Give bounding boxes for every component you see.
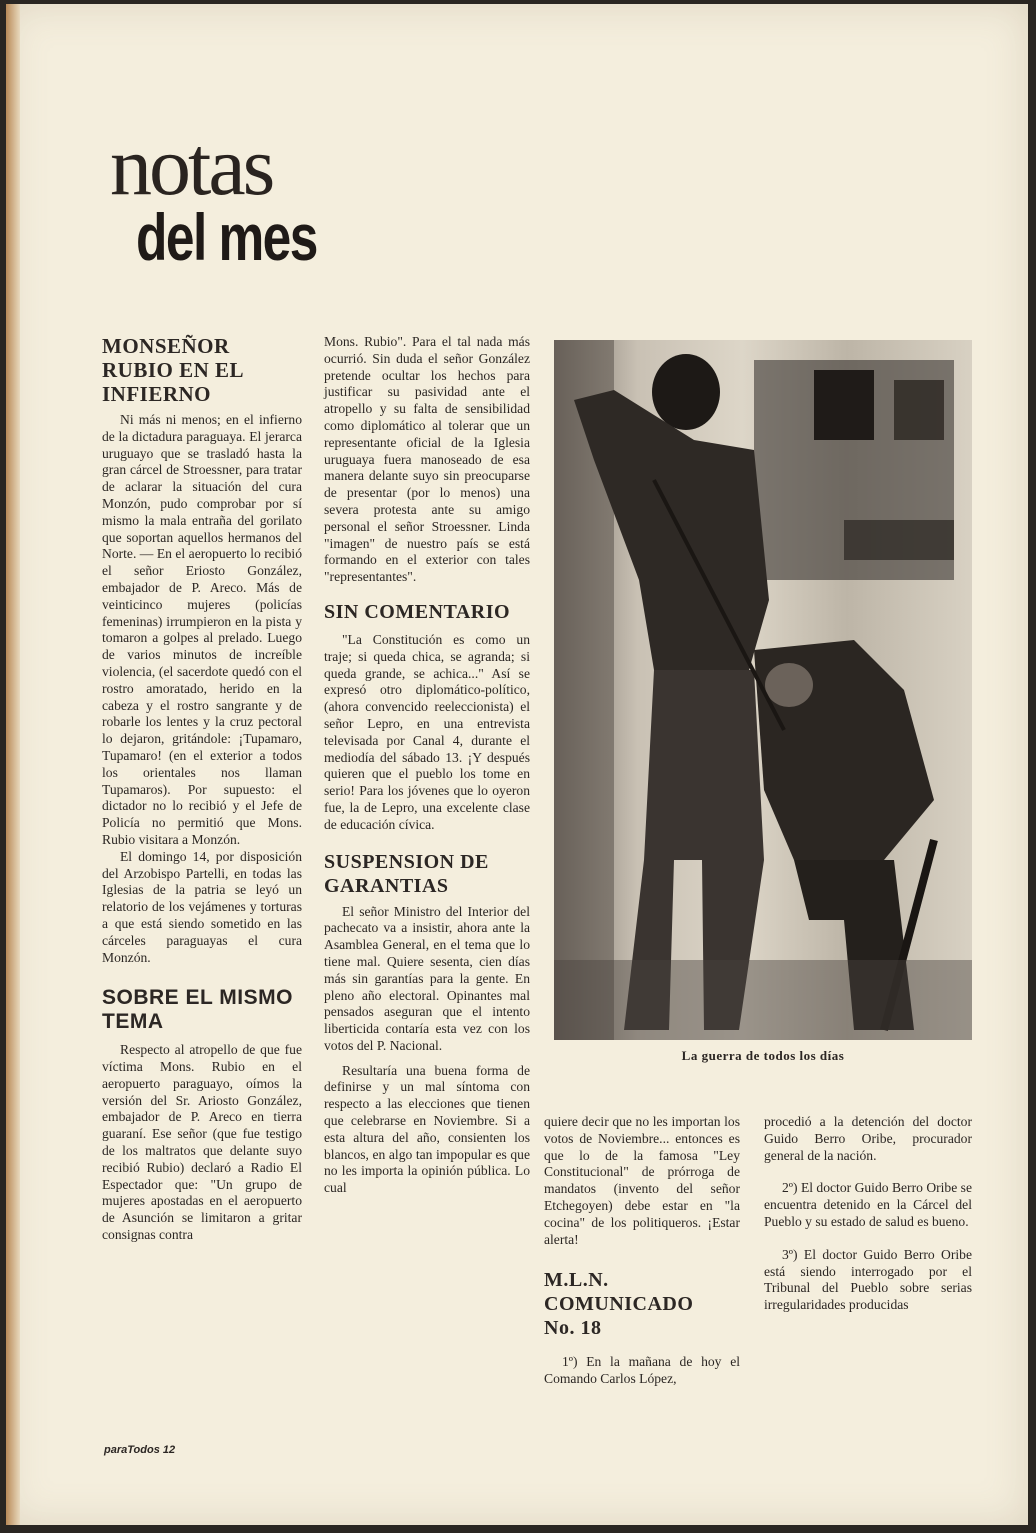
news-photo — [554, 340, 972, 1040]
column-4 — [764, 1114, 972, 1314]
section-heading-suspension: SUSPENSION DE GARANTIAS — [324, 850, 489, 897]
col4-paragraph-2: 2º) El doctor Guido Berro Oribe se encuentra detenido en la Cárcel del Pueblo y su estado de salud es bueno. — [764, 1180, 972, 1229]
col4-paragraph-3: 3º) El doctor Guido Berro Oribe está siendo interrogado por el Tribunal del Pueblo sobre serias irregularidades producidas — [764, 1246, 972, 1313]
suspension-paragraph-2: Resultaría una buena forma de definirse y un mal síntoma con respecto a las elecciones que tienen que celebrarse en Noviembre. Si a esta altura del año, consienten los blancos, en algo tan impopular es que no les importa la opinión pública. Lo cual — [324, 1062, 530, 1196]
suspension-paragraph-1: El señor Ministro del Interior del pachecato va a insistir, ahora ante la Asamblea General, en el tema que lo tiene mal. Quiere sesenta, cien días más sin garantías para la gente. En pleno año electoral. Opinantes mal pensados aseguran que el intento liberticida contaría esta vez con los votos del P. Nacional. — [324, 903, 530, 1053]
page-title: notas — [110, 120, 273, 213]
column-2 — [324, 334, 530, 1197]
column-1 — [102, 334, 302, 1244]
section-heading-monsenor: MONSEÑOR RUBIO EN EL INFIERNO — [102, 334, 243, 406]
column-3 — [544, 1114, 740, 1388]
col3-continuation: quiere decir que no les importan los votos de Noviembre... entonces es que lo de la famosa "Ley Constitucional" de prórroga de mandatos (invento del señor Etchegoyen) debe estar en "la cocina" de los politiqueros. ¡Estar alerta! — [544, 1114, 740, 1247]
col2-continuation: Mons. Rubio". Para el tal nada más ocurrió. Sin duda el señor González pretende ocultar los hechos para justificar su pasividad ante el atropello y su falta de sensibilidad como diplomático al tolerar que un representante oficial de la Iglesia uruguaya fuera manoseado de esa manera delante suyo sin preocuparse de presentar (por lo menos) una severa protesta ante su amigo personal el señor Stroessner. Linda "imagen" de nuestro país se está formando en el exterior con tales "representantes". — [324, 334, 530, 585]
page-subtitle: del mes — [136, 200, 317, 274]
mln-paragraph-1: 1º) En la mañana de hoy el Comando Carlos López, — [544, 1354, 740, 1387]
photo-illustration — [554, 340, 972, 1040]
sobre-paragraph-1: Respecto al atropello de que fue víctima Mons. Rubio en el aeropuerto paraguayo, oímos la versión del Sr. Ariosto González, embajador de P. Areco en tierra guaraní. Ese señor (que fue testigo de los maltratos que delante suyo recibió Rubio) declaró a Radio El Espectador que: "Un grupo de mujeres apostadas en el aeropuerto de Asunción se limitaron a gritar consignas contra — [102, 1042, 302, 1243]
photo-caption: La guerra de todos los días — [681, 1048, 845, 1063]
section-heading-sobre: SOBRE EL MISMO TEMA — [102, 986, 293, 1034]
monsenor-paragraph-1: Ni más ni menos; en el infierno de la dictadura paraguaya. El jerarca uruguayo que se trasladó hasta la gran cárcel de Stroessner, para tratar de aclarar la situación del cura Monzón, pudo comprobar por sí mismo la mala entraña del gorilato que soportan aquellos hermanos del Norte. — En el aeropuerto lo recibió el señor Eriosto González, embajador de P. Areco. Más de veinticinco mujeres (policías femeninas) irrumpieron en la pista y tomaron a golpes al prelado. Luego de varios minutos de increíble violencia, (el sacerdote quedó con el rostro amoratado, herido en la cabeza y el rostro sangrante y de robarle los lentes y la cruz pectoral lo dejaron, gritándole: ¡Tupamaro, Tupamaro! (en el exterior a todos los orientales nos llaman Tupamaros). Por supuesto: el dictador no lo recibió y el Jefe de Policía no permitió que Mons. Rubio visitara a Monzón. — [102, 412, 302, 847]
col4-paragraph-1: procedió a la detención del doctor Guido Berro Oribe, procurador general de la nación. — [764, 1114, 972, 1163]
page-edge — [6, 4, 20, 1525]
sin-comentario-paragraph: "La Constitución es como un traje; si queda chica, se agranda; si queda grande, se achica..." Así se expresó otro diplomático-político, (ahora convencido reeleccionista) el señor Lepro, en una entrevista televisada por Canal 4, durante el mediodía del sábado 13. ¡Y después quieren que el pueblo los tome en serio! Para los jóvenes que lo oyeron fue, la de Lepro, una excelente clase de educación cívica. — [324, 631, 530, 832]
section-heading-sin-comentario: SIN COMENTARIO — [324, 600, 511, 623]
footer-page-label: paraTodos 12 — [104, 1444, 176, 1456]
monsenor-paragraph-2: El domingo 14, por disposición del Arzobispo Partelli, en todas las Iglesias de la patria se leyó un relatorio de los vejámenes y torturas a que está siendo sometido en las cárceles paraguayas el cura Monzón. — [102, 848, 302, 965]
section-heading-mln: M.L.N. COMUNICADO No. 18 — [544, 1269, 694, 1340]
magazine-page — [6, 4, 1028, 1525]
